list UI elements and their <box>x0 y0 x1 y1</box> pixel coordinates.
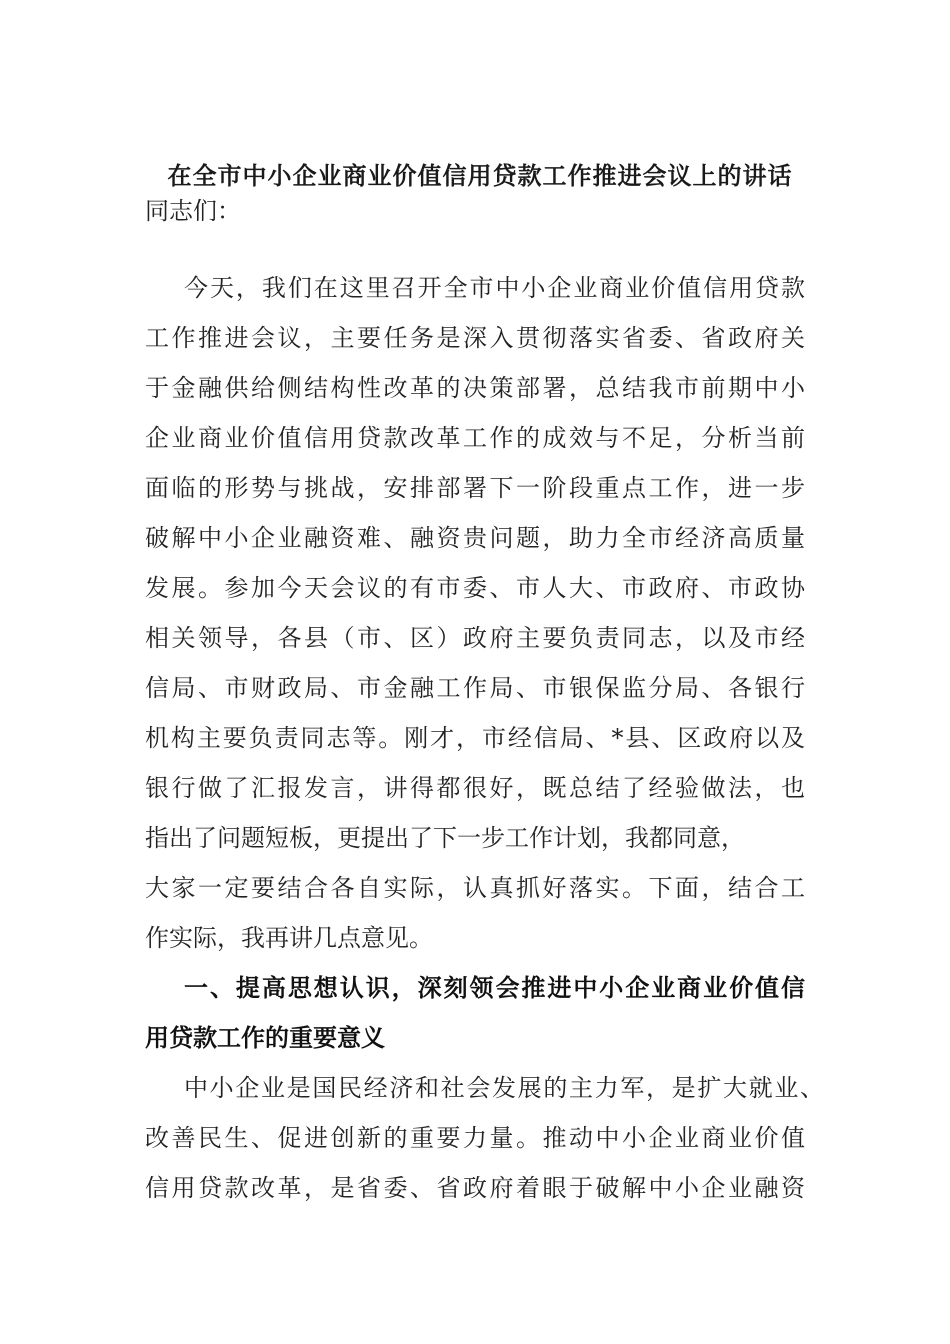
paragraph-line: 机构主要负责同志等。刚才，市经信局、*县、区政府以及 <box>145 724 805 752</box>
paragraph-line: 作实际，我再讲几点意见。 <box>145 924 433 952</box>
paragraph-line: 面临的形势与挑战，安排部署下一阶段重点工作，进一步 <box>145 474 805 502</box>
document-title: 在全市中小企业商业价值信用贷款工作推进会议上的讲话 <box>167 162 793 190</box>
paragraph-line: 今天，我们在这里召开全市中小企业商业价值信用贷款 <box>184 274 805 302</box>
section-heading-line: 用贷款工作的重要意义 <box>145 1024 385 1052</box>
paragraph-line: 中小企业是国民经济和社会发展的主力军，是扩大就业、 <box>184 1074 824 1102</box>
section-heading-line: 一、提高思想认识，深刻领会推进中小企业商业价值信 <box>184 974 805 1002</box>
paragraph-line: 大家一定要结合各自实际，认真抓好落实。下面，结合工 <box>145 874 805 902</box>
paragraph-line: 企业商业价值信用贷款改革工作的成效与不足，分析当前 <box>145 424 805 452</box>
paragraph-line: 信局、市财政局、市金融工作局、市银保监分局、各银行 <box>145 674 805 702</box>
paragraph-line: 相关领导，各县（市、区）政府主要负责同志，以及市经 <box>145 624 805 652</box>
paragraph-line: 破解中小企业融资难、融资贵问题，助力全市经济高质量 <box>145 524 805 552</box>
paragraph-line: 银行做了汇报发言，讲得都很好，既总结了经验做法，也 <box>145 774 805 802</box>
paragraph-line: 于金融供给侧结构性改革的决策部署，总结我市前期中小 <box>145 374 805 402</box>
paragraph-line: 发展。参加今天会议的有市委、市人大、市政府、市政协 <box>145 574 805 602</box>
paragraph-line: 信用贷款改革，是省委、省政府着眼于破解中小企业融资 <box>145 1174 805 1202</box>
paragraph-line: 工作推进会议，主要任务是深入贯彻落实省委、省政府关 <box>145 324 805 352</box>
paragraph-line: 指出了问题短板，更提出了下一步工作计划，我都同意， <box>145 824 745 852</box>
salutation: 同志们： <box>145 197 241 225</box>
paragraph-line: 改善民生、促进创新的重要力量。推动中小企业商业价值 <box>145 1124 805 1152</box>
